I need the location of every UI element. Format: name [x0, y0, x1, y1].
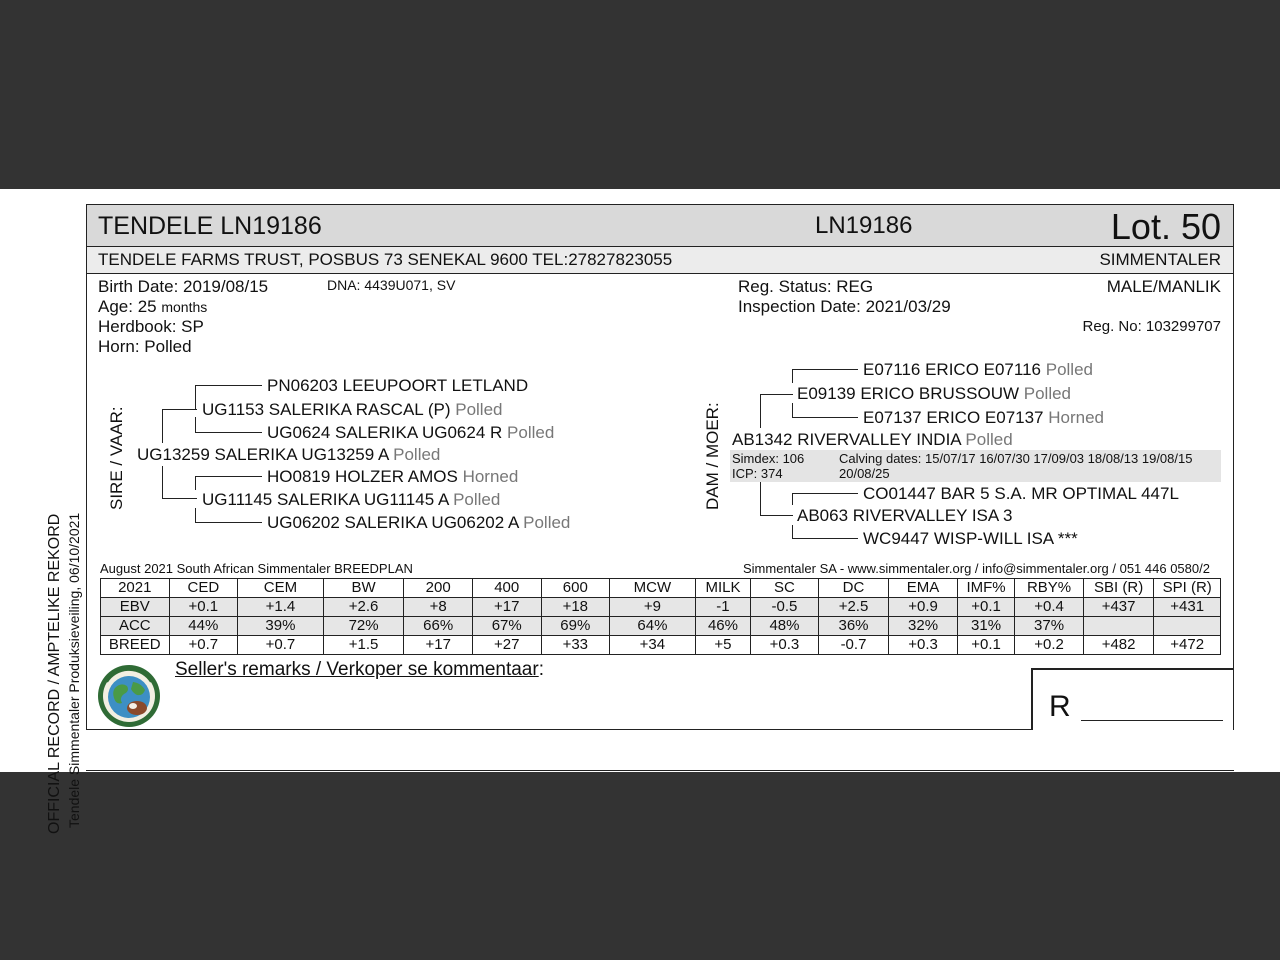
- dam-sire: E09139 ERICO BRUSSOUW Polled: [797, 384, 1072, 403]
- table-cell: +9: [610, 598, 696, 617]
- sire-bracket-lower: [162, 466, 163, 499]
- lot-card: [86, 204, 1234, 730]
- table-cell: 64%: [610, 617, 696, 636]
- simmentaler-sa-globe-logo-icon: [97, 664, 161, 728]
- inspection-date: Inspection Date: 2021/03/29: [738, 297, 951, 316]
- table-header-cell: 400: [472, 579, 541, 598]
- lot-number: Lot. 50: [1110, 206, 1221, 247]
- sire-dam-sire: HO0819 HOLZER AMOS Horned: [267, 467, 519, 486]
- sire-sire-sire: PN06203 LEEUPOORT LETLAND: [267, 376, 529, 395]
- table-header-cell: SC: [751, 579, 819, 598]
- sire-link-sd: [162, 498, 197, 499]
- sire-label: SIRE / VAAR:: [107, 406, 126, 510]
- table-header-cell: MILK: [695, 579, 750, 598]
- table-cell: 31%: [957, 617, 1014, 636]
- sire-sire-dam: UG0624 SALERIKA UG0624 R Polled: [267, 423, 555, 442]
- bottom-rule: [86, 770, 1234, 771]
- sire-link-ss: [162, 409, 197, 410]
- table-header-cell: CEM: [238, 579, 324, 598]
- price-currency: R: [1049, 690, 1071, 723]
- table-cell: 72%: [323, 617, 404, 636]
- table-header-row: [101, 579, 1221, 598]
- table-cell: 67%: [472, 617, 541, 636]
- table-cell: +1.5: [323, 636, 404, 655]
- table-cell: +0.2: [1015, 636, 1084, 655]
- table-cell: 37%: [1015, 617, 1084, 636]
- age: Age: 25 months: [98, 297, 208, 316]
- table-header-cell: SBI (R): [1083, 579, 1154, 598]
- sire-bracket-upper: [162, 409, 163, 443]
- table-header-cell: 600: [541, 579, 610, 598]
- sd-link-dam: [195, 522, 262, 523]
- dam-dam-dam: WC9447 WISP-WILL ISA ***: [863, 529, 1078, 548]
- sd-bracket-lower: [195, 508, 196, 522]
- table-row-breed: [101, 636, 1221, 655]
- ss-bracket-lower: [195, 417, 196, 433]
- dam-performance-box: [730, 450, 1221, 482]
- animal-id: LN19186: [815, 212, 913, 239]
- card-header: [87, 205, 1233, 247]
- table-cell: 66%: [404, 617, 473, 636]
- table-header-cell: BW: [323, 579, 404, 598]
- dam-dam-sire: CO01447 BAR 5 S.A. MR OPTIMAL 447L: [863, 484, 1179, 503]
- ds-link-dam: [792, 417, 858, 418]
- icp: ICP: 374: [732, 466, 783, 481]
- ss-link-sire: [195, 385, 262, 386]
- table-cell: +1.4: [238, 598, 324, 617]
- official-record-label: OFFICIAL RECORD / AMPTELIKE REKORD: [46, 513, 63, 834]
- table-header-cell: SPI (R): [1154, 579, 1221, 598]
- dam-link-dd: [760, 515, 793, 516]
- table-cell: -0.5: [751, 598, 819, 617]
- table-cell: 69%: [541, 617, 610, 636]
- table-cell: +437: [1083, 598, 1154, 617]
- birth-date: Birth Date: 2019/08/15: [98, 277, 269, 296]
- table-cell: +0.3: [751, 636, 819, 655]
- table-cell: 39%: [238, 617, 324, 636]
- dam-sire-dam: E07137 ERICO E07137 Horned: [863, 408, 1105, 427]
- breed-label: SIMMENTALER: [1099, 250, 1221, 269]
- sire-name: UG13259 SALERIKA UG13259 A Polled: [137, 445, 441, 464]
- table-cell: +5: [695, 636, 750, 655]
- animal-name: TENDELE LN19186: [98, 212, 322, 240]
- dd-bracket-lower: [792, 525, 793, 538]
- sellers-remarks-label: Seller's remarks / Verkoper se kommentaar:: [175, 659, 544, 680]
- sire-dam-dam: UG06202 SALERIKA UG06202 A Polled: [267, 513, 571, 532]
- table-cell: +2.5: [818, 598, 889, 617]
- table-cell: +2.6: [323, 598, 404, 617]
- dam-bracket-lower: [760, 482, 761, 516]
- table-cell: +482: [1083, 636, 1154, 655]
- table-cell: 36%: [818, 617, 889, 636]
- society-contact: Simmentaler SA - www.simmentaler.org / info@simmentaler.org / 051 446 0580/2: [743, 561, 1210, 576]
- table-row-ebv: [101, 598, 1221, 617]
- sire-sire: UG1153 SALERIKA RASCAL (P) Polled: [202, 400, 503, 419]
- table-cell: +17: [472, 598, 541, 617]
- table-cell: 44%: [169, 617, 238, 636]
- table-cell: +0.9: [889, 598, 958, 617]
- table-cell: [1154, 617, 1221, 636]
- table-header-cell: 200: [404, 579, 473, 598]
- dam-sire-sire: E07116 ERICO E07116 Polled: [863, 360, 1093, 379]
- table-cell: ACC: [101, 617, 170, 636]
- dam-name: AB1342 RIVERVALLEY INDIA Polled: [732, 430, 1013, 449]
- dam-label: DAM / MOER:: [703, 402, 722, 510]
- table-cell: +0.1: [957, 598, 1014, 617]
- dam-dam: AB063 RIVERVALLEY ISA 3: [797, 506, 1013, 525]
- dam-link-ds: [760, 394, 793, 395]
- table-row-acc: [101, 617, 1221, 636]
- table-cell: +34: [610, 636, 696, 655]
- table-cell: EBV: [101, 598, 170, 617]
- table-header-cell: MCW: [610, 579, 696, 598]
- registration-number: Reg. No: 103299707: [1082, 318, 1221, 335]
- table-cell: [1083, 617, 1154, 636]
- dam-bracket-upper: [760, 394, 761, 428]
- ds-bracket-upper: [792, 369, 793, 383]
- table-cell: 46%: [695, 617, 750, 636]
- table-cell: +0.1: [957, 636, 1014, 655]
- sex: MALE/MANLIK: [1106, 277, 1221, 296]
- breedplan-table: [100, 578, 1221, 655]
- table-cell: -0.7: [818, 636, 889, 655]
- sale-name-label: Tendele Simmentaler Produksieveiling, 06/10/2021: [66, 512, 82, 828]
- dna-info: DNA: 4439U071, SV: [327, 277, 456, 293]
- ss-bracket-upper: [195, 385, 196, 409]
- table-cell: +0.7: [238, 636, 324, 655]
- table-cell: +27: [472, 636, 541, 655]
- table-header-cell: DC: [818, 579, 889, 598]
- table-header-cell: 2021: [101, 579, 170, 598]
- sire-dam: UG11145 SALERIKA UG11145 A Polled: [202, 490, 501, 509]
- calving-dates: Calving dates: 15/07/17 16/07/30 17/09/03 18/08/13 19/08/15: [839, 451, 1193, 466]
- reg-status: Reg. Status: REG: [738, 277, 874, 296]
- table-cell: +0.1: [169, 598, 238, 617]
- table-cell: +0.3: [889, 636, 958, 655]
- table-cell: -1: [695, 598, 750, 617]
- table-cell: +431: [1154, 598, 1221, 617]
- owner-details: TENDELE FARMS TRUST, POSBUS 73 SENEKAL 9600 TEL:27827823055: [98, 250, 673, 269]
- table-header-cell: IMF%: [957, 579, 1014, 598]
- table-cell: +8: [404, 598, 473, 617]
- horn-status: Horn: Polled: [98, 337, 192, 356]
- table-cell: +33: [541, 636, 610, 655]
- simdex: Simdex: 106: [732, 451, 805, 466]
- dd-bracket-upper: [792, 493, 793, 505]
- catalogue-sheet: [0, 189, 1280, 834]
- owner-bar: [87, 247, 1233, 274]
- herdbook: Herdbook: SP: [98, 317, 204, 336]
- table-cell: +0.4: [1015, 598, 1084, 617]
- calving-dates-cont: 20/08/25: [839, 466, 890, 481]
- table-cell: +0.7: [169, 636, 238, 655]
- ds-bracket-lower: [792, 403, 793, 418]
- dd-link-dam: [792, 538, 858, 539]
- breedplan-note: August 2021 South African Simmentaler BREEDPLAN: [100, 561, 413, 576]
- table-header-cell: CED: [169, 579, 238, 598]
- table-cell: +472: [1154, 636, 1221, 655]
- ss-link-dam: [195, 432, 262, 433]
- ds-link-sire: [792, 369, 858, 370]
- table-cell: +18: [541, 598, 610, 617]
- table-cell: BREED: [101, 636, 170, 655]
- table-header-cell: EMA: [889, 579, 958, 598]
- table-cell: +17: [404, 636, 473, 655]
- price-line[interactable]: [1081, 720, 1223, 721]
- table-header-cell: RBY%: [1015, 579, 1084, 598]
- sd-link-sire: [195, 476, 262, 477]
- table-cell: 32%: [889, 617, 958, 636]
- dd-link-sire: [792, 493, 858, 494]
- sd-bracket-upper: [195, 476, 196, 490]
- price-box: [1031, 668, 1233, 730]
- table-cell: 48%: [751, 617, 819, 636]
